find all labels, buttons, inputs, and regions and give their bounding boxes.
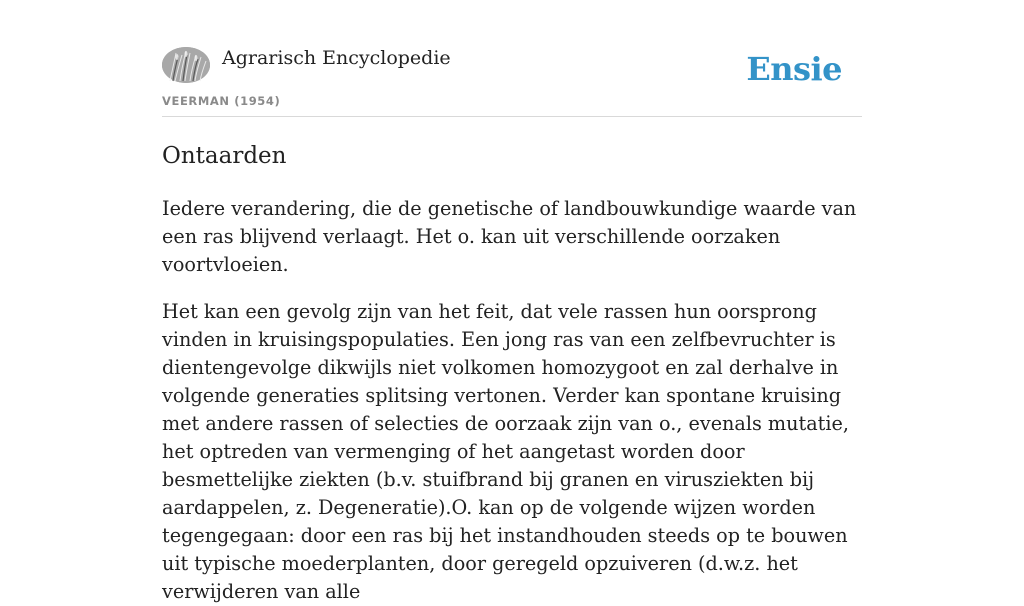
article-paragraph: Het kan een gevolg zijn van het feit, dat vele rassen hun oorsprong vinden in kruisingspopulaties. Een jong ras van een zelfbevruchter is dientengevolge dikwijls niet volkomen homozygoot en zal derhalve in volgende generaties splitsing vertonen. Verder kan spontane kruising met andere rassen of selecties de oorzaak zijn van o., evenals mutatie, het optreden van vermenging of het aangetast worden door besmettelijke ziekten (b.v. stuifbrand bij granen en virusziekten bij aardappelen, z. Degeneratie).O. kan op de volgende wijzen worden tegengegaan: door een ras bij het instandhouden steeds op te bouwen uit typische moederplanten, door geregeld opzuiveren (d.w.z. het verwijderen van alle: [162, 300, 849, 603]
ensie-logo-link[interactable]: Ensie: [746, 50, 842, 88]
page: [162, 0, 862, 606]
source-subtitle: VEERMAN (1954): [162, 94, 281, 108]
header: [162, 0, 862, 117]
source-title[interactable]: Agrarisch Encyclopedie: [222, 47, 451, 69]
source-thumbnail[interactable]: [162, 47, 210, 83]
wheat-illustration-icon: [162, 47, 210, 83]
article-paragraph: Iedere verandering, die de genetische of landbouwkundige waarde van een ras blijvend verlaagt. Het o. kan uit verschillende oorzaken voortvloeien.: [162, 197, 857, 276]
entry-title: Ontaarden: [162, 143, 287, 169]
